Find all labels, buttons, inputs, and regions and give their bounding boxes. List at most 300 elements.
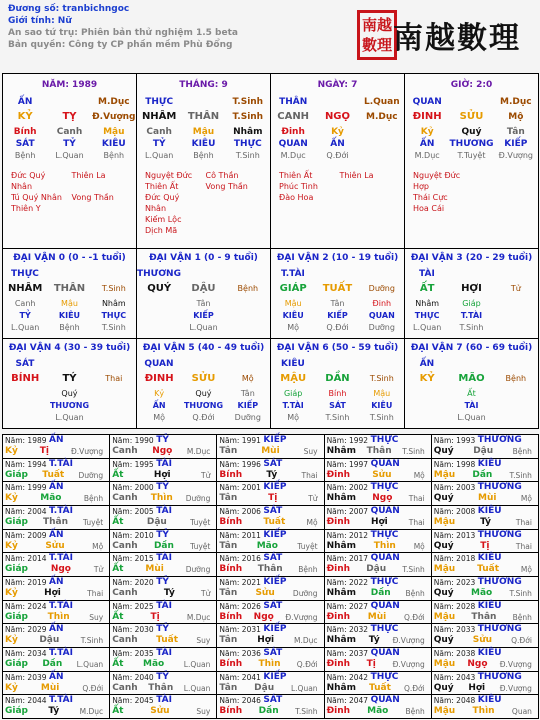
year-line [327,459,429,470]
year-label: Năm: 2017 [326,554,369,564]
branch: Dậu [146,516,167,527]
stem: Tân [219,587,238,598]
value: Q.Đới [192,413,215,422]
seal-char: 理 [377,35,393,54]
year-cell [325,695,432,719]
year-cell [110,530,217,554]
year-label: Năm: 2021 [219,577,261,587]
stem: Tân [219,540,238,551]
stem-branch-line [112,588,214,599]
stem-branch-line [5,470,107,481]
god-row [137,268,270,280]
phase: L.Quan [290,683,318,693]
tri-row [271,96,404,108]
phase: T.Sinh [509,470,532,480]
tri-row [137,400,270,412]
phase: Q.Đới [403,612,425,622]
stem: Bính [219,516,243,527]
phase: Bệnh [405,707,425,717]
tri-row [405,138,538,150]
value: SỬU [459,111,484,122]
year-cell [432,601,539,625]
stem: Bính [219,658,243,669]
branch: Mùi [478,493,497,504]
ten-god: KIÊU [477,695,502,706]
branch: Tý [480,516,492,527]
year-line [434,601,536,612]
seal-char: 數 [362,35,378,54]
year-label: Năm: 2020 [112,577,154,587]
branch: Dậu [366,564,387,575]
year-label: Năm: 2035 [112,648,154,658]
stem-branch-line [219,564,321,575]
value: T.Tuyệt [457,151,486,160]
value: M.Dục [98,97,130,107]
stem: Giáp [5,658,28,669]
year-cell [217,530,324,554]
stem: Giáp [5,706,28,717]
year-cell [3,601,110,625]
branch: Thân [42,516,68,527]
stem-branch-row [3,283,136,295]
ten-god: THỰC [370,671,399,682]
year-cell [325,577,432,601]
year-cell [3,530,110,554]
phase: Thai [408,517,425,527]
year-line [434,459,536,470]
year-line [219,553,321,564]
year-line [434,435,536,446]
year-label: Năm: 1995 [112,459,154,469]
tri-row [271,412,404,424]
stem: Quý [433,493,454,504]
star-name [340,181,397,192]
value: TỶ [152,139,166,149]
value: TỴ [62,111,77,122]
phase: Tử [201,588,211,598]
ten-god: QUAN [370,600,400,611]
value: Kỷ [154,389,165,398]
stem-branch-line [327,564,429,575]
stem: Giáp [5,611,28,622]
star-name: Phúc Tinh [279,182,318,191]
stem: Quý [433,540,454,551]
stem: Giáp [5,516,28,527]
star-name [474,192,531,203]
branch: Thân [148,682,174,693]
value: Quý [461,127,482,137]
year-cell [325,648,432,672]
branch: Tuất [42,469,65,480]
phase: Tuyệt [190,541,211,551]
year-cell [3,695,110,719]
stem: Quý [433,446,454,456]
year-line [219,530,321,541]
phase: Bệnh [298,565,318,575]
year-line [434,648,536,659]
stem: Nhâm [326,493,356,504]
value: Bính [13,127,37,137]
stem: Mậu [433,706,456,717]
stem: Quý [433,635,454,646]
year-cell [217,435,324,459]
stem-branch-line [5,659,107,670]
star-name [206,192,263,214]
stem-branch-line [327,446,429,457]
branch: Tị [39,446,50,456]
ten-god: TÀI [156,553,172,564]
year-cell [432,695,539,719]
phase: Đ.Vượng [499,683,532,693]
year-label: Năm: 2013 [433,530,476,540]
stem-branch-line [5,706,107,717]
ten-god: KIÊU [477,600,502,611]
value: Giáp [283,389,303,398]
year-line [219,435,321,446]
stem-branch-line [434,588,536,599]
stem: ĐINH [144,373,174,384]
year-cell [217,506,324,530]
phase: T.Sinh [509,588,532,598]
phase: Suy [196,707,211,717]
tri-row [405,150,538,162]
value: Bệnh [59,323,80,332]
stem: Đinh [326,706,351,717]
year-line [112,482,214,493]
ten-god: SÁT [263,505,283,516]
value: Nhâm [415,299,440,308]
tri-row [137,96,270,108]
branch: Ngọ [467,658,488,669]
branch: Mão [143,658,165,669]
year-line [112,648,214,659]
phase: Bệnh [512,447,532,456]
pillar-1 [137,74,271,249]
dai-van-title: ĐẠI VẬN 4 (30 - 39 tuổi) [8,343,131,353]
stem-branch-line [219,588,321,599]
value: KIÊU [371,401,393,410]
branch: MÃO [458,373,485,384]
stem-branch-line [434,517,536,528]
year-cell [432,435,539,459]
year-label: Năm: 2003 [433,483,476,493]
shen-sha-list [3,170,136,214]
year-line [327,695,429,706]
brand-title: 南越數理 [393,21,521,56]
tri-row [3,310,136,322]
value: Canh [146,127,172,137]
phase: Mộ [306,517,318,527]
value: KIẾP [237,401,259,410]
ten-god: KIÊU [477,505,502,516]
branch: Mùi [261,446,280,456]
ten-god: SÁT [263,695,283,706]
branch: Dần [472,469,493,480]
tri-row [405,322,538,334]
stem: Kỷ [5,587,18,598]
phase: Q.Đới [511,636,532,646]
year-cell [217,553,324,577]
ten-god: SÁT [263,553,283,564]
branch: Tị [480,540,490,551]
phase: T.Sinh [101,284,126,293]
tri-row [405,96,538,108]
ten-god: T.TÀI [280,269,305,279]
branch: Mão [470,587,493,598]
tri-row [137,388,270,400]
year-line [5,624,107,635]
stem: Giáp [5,564,28,575]
branch: Hợi [468,682,486,693]
year-cell [432,482,539,506]
stem-branch-line [219,706,321,717]
ten-god: T.TÀI [49,600,73,611]
value: T.TÀI [282,401,304,410]
value: Đ.Vượng [92,112,136,122]
dai-van-1 [137,249,271,339]
year-line [219,624,321,635]
year-cell [110,553,217,577]
value: THƯƠNG [183,401,224,410]
god-row [271,358,404,370]
ten-god: TỶ [156,435,169,445]
phase: Đ.Vượng [285,612,318,622]
value: Tân [506,127,525,137]
god-row [405,358,538,370]
tri-row [137,298,270,310]
phase: Tử [93,565,104,575]
year-label: Năm: 2023 [433,577,476,587]
stem: Tân [219,682,238,693]
phase: Đ.Vượng [70,447,104,456]
value: Kỷ [420,127,434,137]
stem: Quý [433,682,454,693]
ten-god: THƯƠNG [477,529,522,540]
tri-row [3,138,136,150]
stem-branch-line [219,612,321,623]
star-name [474,170,531,192]
branch: Thìn [150,493,173,504]
dai-van-grid [2,248,539,429]
ten-god: THƯƠNG [477,482,522,493]
phase: Đ.Vượng [499,659,532,669]
branch: Thìn [472,706,495,717]
branch: Dậu [39,635,60,646]
value: T.Sinh [325,413,350,422]
phase: Q.Đới [296,659,318,669]
year-label: Năm: 2048 [433,696,476,706]
value: Mậu [284,299,302,308]
year-label: Năm: 1999 [5,483,47,493]
year-label: Năm: 1989 [5,436,47,445]
phase: T.Sinh [402,565,425,575]
year-cell [432,553,539,577]
year-line [327,553,429,564]
year-cell [3,624,110,648]
dai-van-3 [405,249,539,339]
value: T.Sinh [232,97,264,107]
stem: NHÂM [7,283,43,294]
pillar-title: NĂM: 1989 [41,80,98,90]
tri-row [137,126,270,138]
header-line: An sao tứ trụ: Phiên bản thử nghiệm 1.5 beta [8,28,238,38]
year-label: Năm: 2036 [219,648,261,658]
stem-branch-line [434,470,536,481]
year-line [219,577,321,588]
phase: T.Sinh [295,707,318,717]
ten-god: TỶ [156,529,169,540]
stem-branch-line [112,683,214,694]
ten-god: KIẾP [263,435,287,445]
year-label: Năm: 2029 [5,625,47,635]
year-line [5,506,107,517]
year-line [5,695,107,706]
stem: Nhâm [326,682,356,693]
tri-row [405,412,538,424]
year-line [112,553,214,564]
ten-god: QUAN [370,647,400,658]
phase: Đ.Vượng [392,659,425,669]
value: M.Dục [280,151,306,160]
tri-row [405,310,538,322]
star-name: Đào Hoa [279,193,314,202]
tri-row [137,111,270,123]
star-name: Tú Quý Nhân [11,193,62,202]
value: Dưỡng [368,323,395,332]
phase: Thai [515,517,532,527]
year-label: Năm: 2044 [5,696,47,706]
year-cell [110,482,217,506]
value: Tân [240,389,255,398]
year-line [112,672,214,683]
value: Q.Đới [326,151,349,160]
year-line [327,672,429,683]
ten-god: TÀI [156,647,172,658]
ten-god: KIẾP [263,482,287,493]
ten-god: TỶ [156,671,169,682]
ten-god: TÀI [156,505,172,516]
stem: Ất [112,469,124,480]
year-label: Năm: 1990 [112,436,154,445]
pillar-0 [3,74,137,249]
stem-branch-line [327,588,429,599]
ten-god: KIÊU [477,458,502,469]
stem-branch-line [5,683,107,694]
star-name [474,203,531,214]
star-name: Thiên Y [11,204,41,213]
value: Mộ [287,323,300,332]
value: Canh [14,299,36,308]
stem: Canh [112,635,138,646]
phase: T.Sinh [369,374,394,383]
value: Mộ [153,413,166,422]
value: T.TÀI [460,311,483,320]
shen-sha-list [137,170,270,236]
value: Tân [196,299,211,308]
value: THÂN [187,111,220,122]
stem-branch-line [112,612,214,623]
dai-van-title: ĐẠI VẬN 7 (60 - 69 tuổi) [410,343,533,353]
stem-branch-line [112,564,214,575]
year-cell [3,648,110,672]
ten-god: TÀI [419,269,435,279]
stem: Bính [219,564,243,575]
value: L.Quan [363,97,400,107]
branch: TÝ [62,373,77,384]
ten-god: KIẾP [263,529,287,540]
branch: Ngọ [50,564,71,575]
phase: Dưỡng [368,284,395,293]
phase: Tử [201,470,211,480]
phase: Dưỡng [78,470,104,480]
branch: Tý [266,469,278,480]
year-cell [217,459,324,483]
year-line [112,624,214,635]
phase: Suy [303,447,318,456]
stem: Mậu [433,564,456,575]
logo [357,10,521,60]
year-label: Năm: 2045 [112,696,154,706]
branch: Sửu [472,635,493,646]
value: Bệnh [103,151,125,160]
phase: Tuyệt [82,517,104,527]
branch: Sửu [45,540,65,551]
stem-branch-line [112,470,214,481]
phase: Mộ [413,470,425,480]
stem-branch-line [434,659,536,670]
stem-branch-line [434,612,536,623]
year-line [434,553,536,564]
dai-van-6 [271,339,405,429]
ten-god: THỰC [11,269,39,279]
year-label: Năm: 1996 [219,459,261,469]
star-name: Dịch Mã [145,226,178,235]
dai-van-title: ĐẠI VẬN 5 (40 - 49 tuổi) [142,343,265,353]
dai-van-0 [3,249,137,339]
value: L.Quan [144,151,174,160]
ten-god: THỰC [370,624,399,635]
dai-van-title: ĐẠI VẬN 0 (0 - -1 tuổi) [13,253,126,263]
year-label: Năm: 2001 [219,483,261,493]
stem: BÍNH [11,373,40,384]
stem-branch-line [112,706,214,717]
year-cell [110,577,217,601]
stem: Mậu [433,658,456,669]
value: ĐINH [412,111,442,122]
phase: Thai [87,588,104,598]
stem-branch-line [327,659,429,670]
year-cell [325,601,432,625]
year-cell [3,435,110,459]
branch: DẬU [191,283,216,294]
value: NHÂM [141,111,177,122]
stem: Tân [219,635,238,646]
value: Đinh [372,299,392,308]
year-line [219,482,321,493]
year-cell [217,624,324,648]
value: Đinh [281,127,305,137]
phase: M.Dục [294,636,318,646]
value: KIẾP [327,311,348,320]
phase: Tuyệt [297,541,318,551]
branch: Tị [150,611,160,622]
star-name [340,192,397,203]
value: THỰC [414,311,440,320]
pillar-3 [405,74,539,249]
stem: Canh [112,682,138,693]
value: L.Quan [189,323,218,332]
ten-god: T.TÀI [49,695,73,706]
